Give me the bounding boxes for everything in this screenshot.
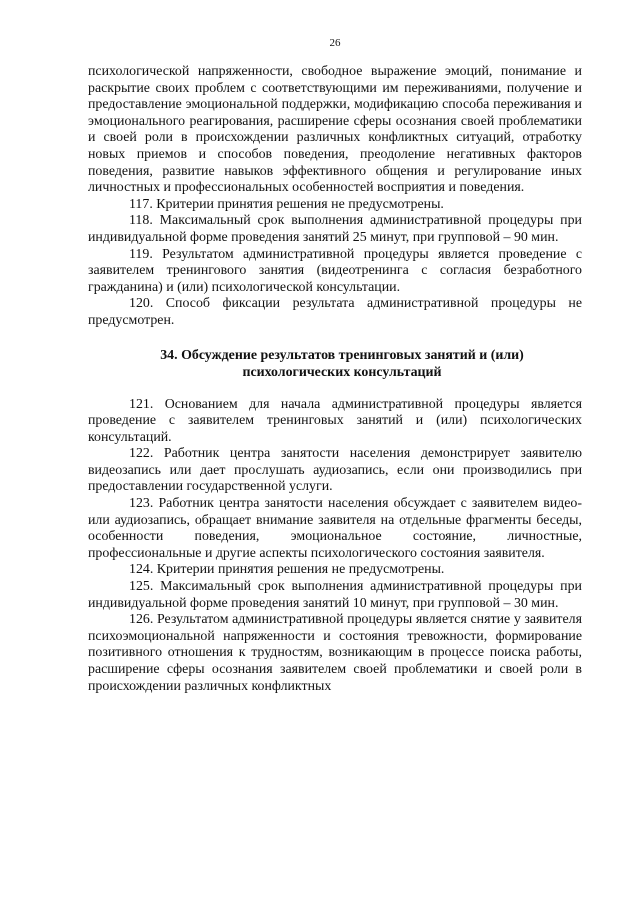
paragraph-continuation: психологической напряженности, свободное выражение эмоций, понимание и раскрытие своих проблем с соответствующими им переживаниями, получение и предоставление эмоциональной поддержки, модификацию способа переживания и эмоционального реагирования, расширение сферы осознания своей проблематики и своей роли в происхождении различных конфликтных ситуаций, отработку новых приемов и способов поведения, преодоление негативных факторов поведения, развитие навыков эффективного общения и регулирование иных личностных и профессиональных особенностей восприятия и поведения. [88, 64, 582, 196]
document-body [88, 64, 582, 695]
paragraph-121: 121. Основанием для начала административной процедуры является проведение с заявителем тренинговых занятий и (или) психологических консультаций. [88, 396, 582, 445]
paragraph-120: 120. Способ фиксации результата административной процедуры не предусмотрен. [88, 296, 582, 328]
page-number: 26 [329, 37, 341, 49]
paragraph-118: 118. Максимальный срок выполнения административной процедуры при индивидуальной форме проведения занятий 25 минут, при групповой – 90 мин. [88, 213, 582, 245]
paragraph-123: 123. Работник центра занятости населения обсуждает с заявителем видео- или аудиозапись, обращает внимание заявителя на отдельные фрагменты беседы, особенности поведения, эмоциональное состояние, личностные, профессиональные и другие аспекты психологического состояния заявителя. [88, 496, 582, 561]
paragraph-124: 124. Критерии принятия решения не предусмотрены. [129, 562, 445, 578]
paragraph-126: 126. Результатом административной процедуры является снятие у заявителя психоэмоциональной напряженности и состояния тревожности, формирование позитивного отношения к трудностям, возникающим в процессе поиска работы, расширение сферы осознания заявителем своей проблематики и своей роли в происхождении различных конфликтных [88, 612, 582, 694]
section-heading-line-1: 34. Обсуждение результатов тренинговых занятий и (или) [160, 347, 524, 363]
section-heading-34 [88, 347, 582, 381]
section-heading-line-2: психологических консультаций [242, 364, 442, 380]
paragraph-117: 117. Критерии принятия решения не предусмотрены. [129, 196, 444, 212]
paragraph-125: 125. Максимальный срок выполнения административной процедуры при индивидуальной форме проведения занятий 10 минут, при групповой – 30 мин. [88, 579, 582, 611]
paragraph-122: 122. Работник центра занятости населения демонстрирует заявителю видеозапись или дает прослушать аудиозапись, если они производились при предоставлении государственной услуги. [88, 446, 582, 495]
paragraph-119: 119. Результатом административной процедуры является проведение с заявителем тренингового занятия (видеотренинга с согласия безработного гражданина) и (или) психологической консультации. [88, 246, 582, 295]
